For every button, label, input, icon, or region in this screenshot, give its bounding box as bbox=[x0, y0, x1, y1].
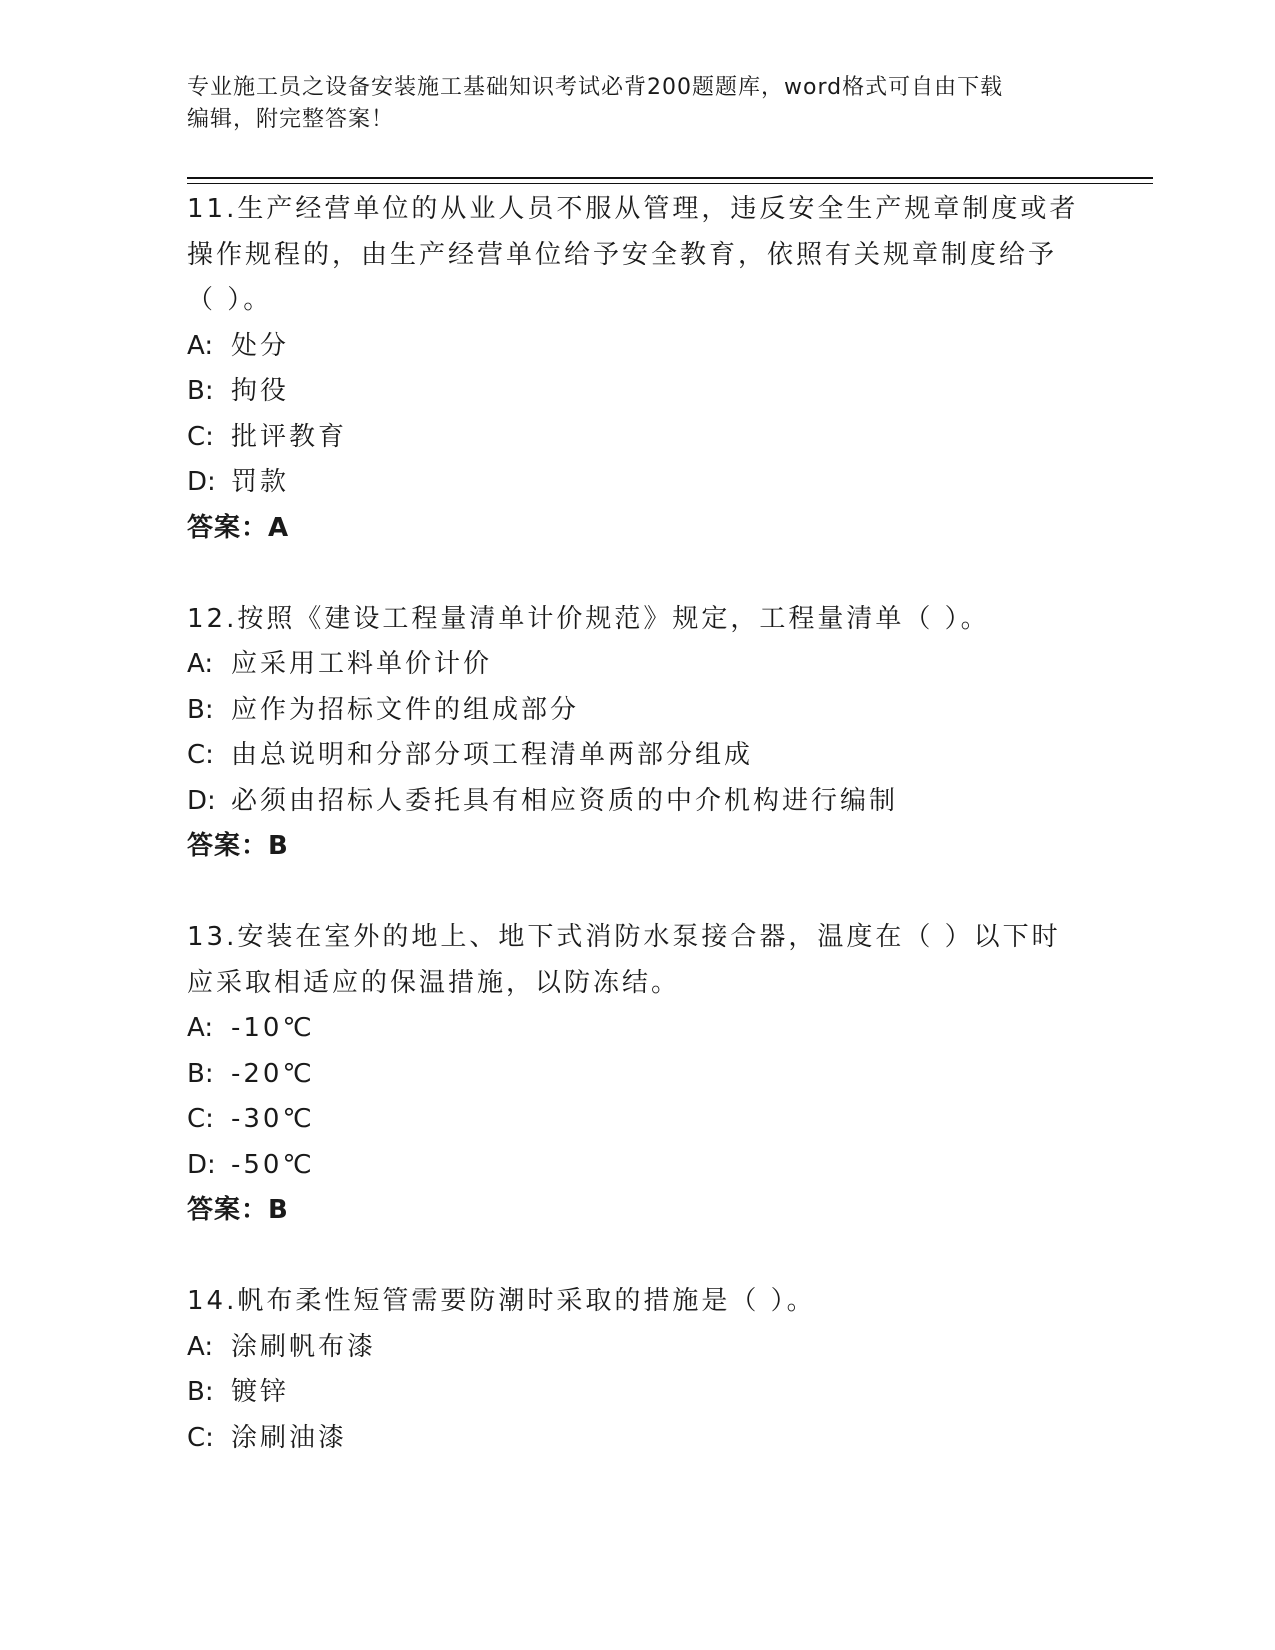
option-letter: D: bbox=[187, 1149, 216, 1180]
answer-line: 答案：A bbox=[187, 512, 290, 543]
option-d bbox=[187, 1143, 1087, 1189]
stem-line: 14.帆布柔性短管需要防潮时采取的措施是（ ）。 bbox=[187, 1286, 816, 1316]
stem-line: 12.按照《建设工程量清单计价规范》规定，工程量清单（ ）。 bbox=[187, 603, 990, 634]
option-letter: A: bbox=[187, 330, 214, 361]
stem-line: （ ）。 bbox=[187, 285, 273, 315]
spacer bbox=[187, 1234, 1087, 1280]
answer-line: 答案：B bbox=[187, 831, 289, 861]
stem-line: 操作规程的，由生产经营单位给予安全教育，依照有关规章制度给予 bbox=[187, 239, 1058, 270]
document-header bbox=[187, 72, 1067, 136]
option-letter: A: bbox=[187, 1013, 214, 1043]
option-letter: C: bbox=[187, 421, 214, 452]
option-a bbox=[187, 642, 1087, 688]
option-letter: D: bbox=[187, 785, 216, 816]
option-text: -50℃ bbox=[231, 1149, 315, 1180]
question-stem bbox=[187, 597, 1087, 643]
option-c bbox=[187, 1416, 1087, 1462]
header-divider-thick bbox=[187, 177, 1153, 179]
header-line-2: 编辑，附完整答案！ bbox=[187, 107, 395, 132]
option-letter: B: bbox=[187, 694, 214, 725]
option-b bbox=[187, 1370, 1087, 1416]
question-stem bbox=[187, 1279, 1087, 1325]
option-letter: B: bbox=[187, 1377, 214, 1407]
header-line-1: 专业施工员之设备安装施工基础知识考试必背200题题库，word格式可自由下载 bbox=[187, 75, 1004, 100]
option-text: -10℃ bbox=[231, 1013, 315, 1043]
question-stem bbox=[187, 915, 1087, 1006]
answer-line: 答案：B bbox=[187, 1195, 289, 1225]
option-a bbox=[187, 324, 1087, 370]
stem-line: 11.生产经营单位的从业人员不服从管理，违反安全生产规章制度或者 bbox=[187, 194, 1079, 224]
option-b bbox=[187, 369, 1087, 415]
question-11 bbox=[187, 187, 1087, 551]
option-text: 应采用工料单价计价 bbox=[231, 649, 493, 679]
stem-line: 13.安装在室外的地上、地下式消防水泵接合器，温度在（ ）以下时 bbox=[187, 922, 1061, 952]
option-letter: C: bbox=[187, 740, 214, 770]
option-d bbox=[187, 779, 1087, 825]
question-14 bbox=[187, 1279, 1087, 1461]
question-list bbox=[187, 187, 1087, 1461]
option-text: 涂刷油漆 bbox=[231, 1422, 348, 1453]
option-a bbox=[187, 1006, 1087, 1052]
option-letter: B: bbox=[187, 376, 214, 406]
option-text: 拘役 bbox=[231, 376, 290, 406]
option-c bbox=[187, 733, 1087, 779]
option-text: -20℃ bbox=[231, 1058, 315, 1089]
option-letter: C: bbox=[187, 1422, 214, 1453]
option-text: -30℃ bbox=[231, 1104, 315, 1134]
option-a bbox=[187, 1325, 1087, 1371]
option-c bbox=[187, 415, 1087, 461]
option-d bbox=[187, 460, 1087, 506]
header-divider-thin bbox=[187, 183, 1153, 184]
option-b bbox=[187, 1052, 1087, 1098]
option-text: 处分 bbox=[231, 330, 290, 361]
option-letter: D: bbox=[187, 467, 216, 497]
question-stem bbox=[187, 187, 1087, 324]
option-text: 应作为招标文件的组成部分 bbox=[231, 694, 580, 725]
option-c bbox=[187, 1097, 1087, 1143]
option-text: 涂刷帆布漆 bbox=[231, 1331, 377, 1362]
option-text: 批评教育 bbox=[231, 421, 348, 452]
option-text: 由总说明和分部分项工程清单两部分组成 bbox=[231, 740, 754, 770]
question-12 bbox=[187, 597, 1087, 870]
spacer bbox=[187, 870, 1087, 916]
question-13 bbox=[187, 915, 1087, 1234]
option-letter: A: bbox=[187, 649, 214, 679]
option-text: 罚款 bbox=[231, 467, 290, 497]
option-letter: B: bbox=[187, 1058, 214, 1089]
spacer bbox=[187, 551, 1087, 597]
option-letter: A: bbox=[187, 1331, 214, 1362]
option-text: 必须由招标人委托具有相应资质的中介机构进行编制 bbox=[231, 785, 899, 816]
stem-line: 应采取相适应的保温措施，以防冻结。 bbox=[187, 967, 681, 998]
option-text: 镀锌 bbox=[231, 1377, 290, 1407]
option-letter: C: bbox=[187, 1104, 214, 1134]
option-b bbox=[187, 688, 1087, 734]
